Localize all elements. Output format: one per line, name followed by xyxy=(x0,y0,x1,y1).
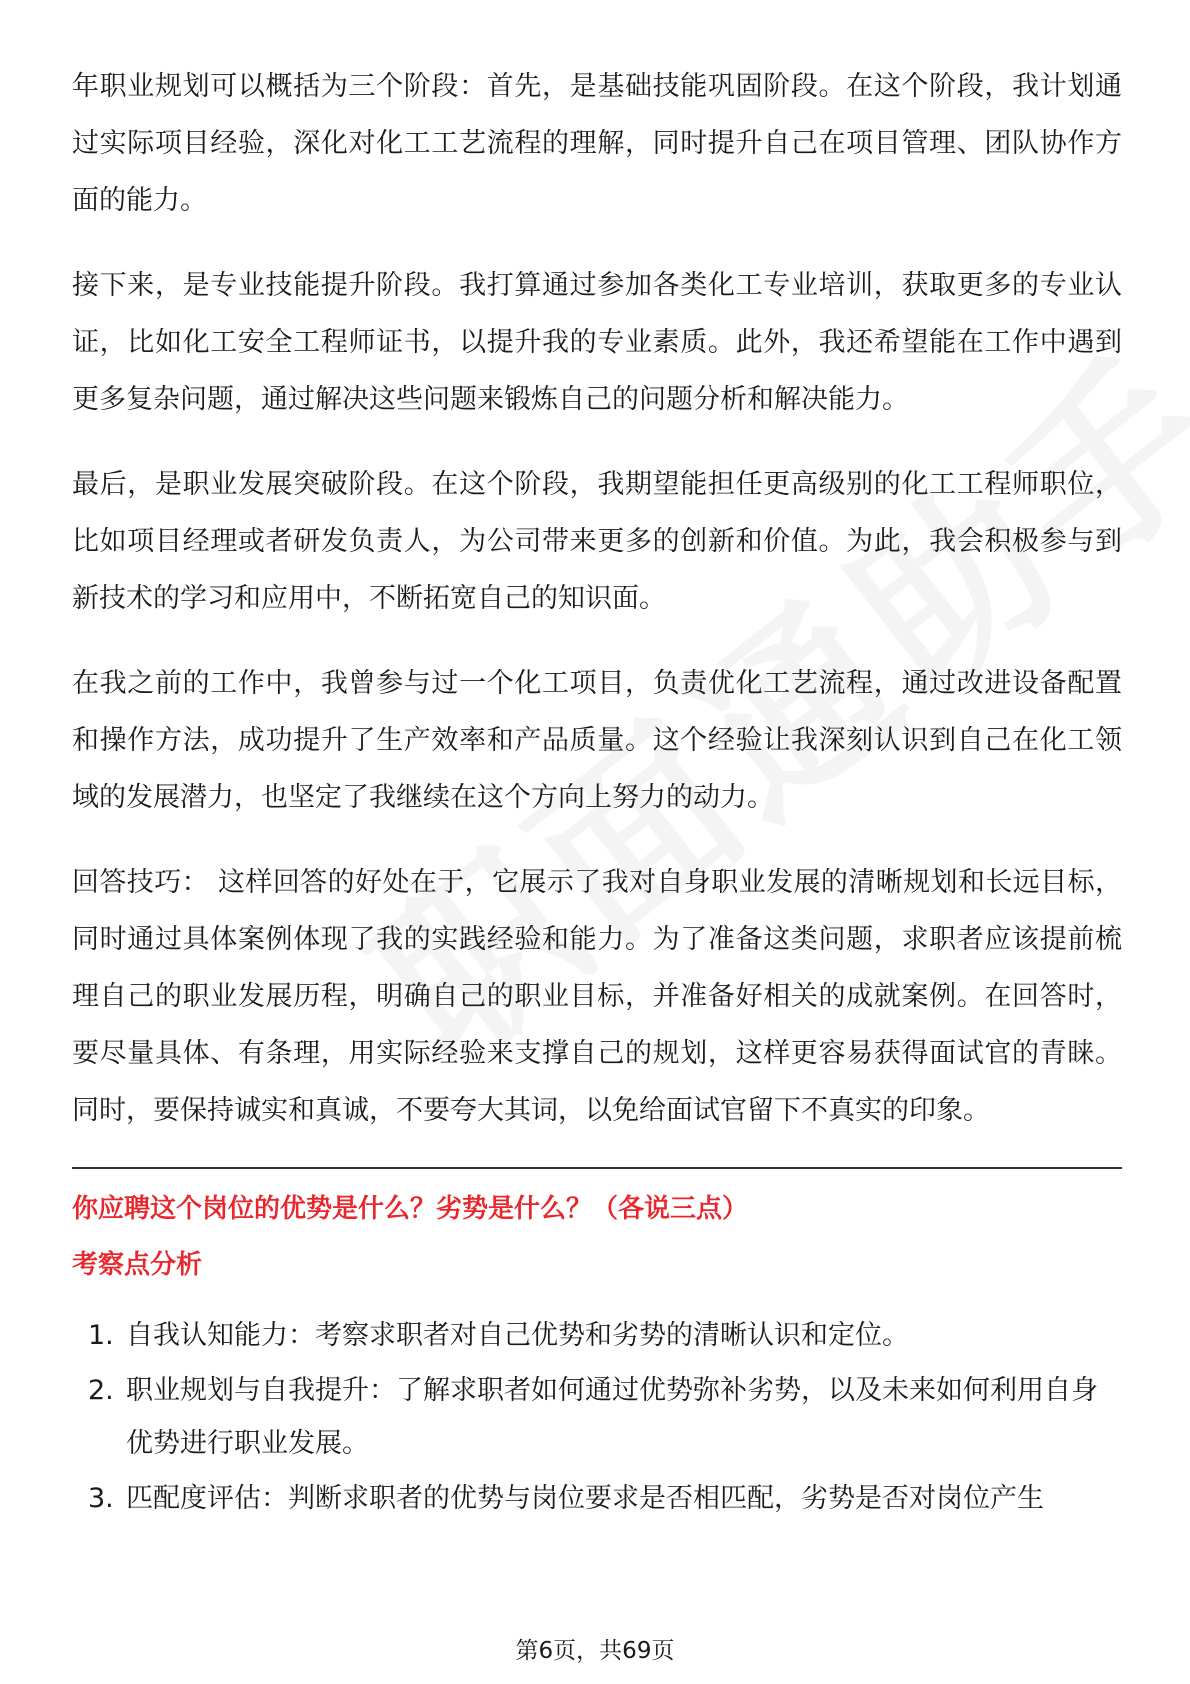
section-divider xyxy=(72,1167,1122,1169)
analysis-heading: 考察点分析 xyxy=(72,1250,203,1280)
list-item-text: 匹配度评估：判断求职者的优势与岗位要求是否相匹配，劣势是否对岗位产生 xyxy=(126,1483,1044,1514)
list-item xyxy=(72,1364,1122,1470)
paragraph-past-experience: 在我之前的工作中，我曾参与过一个化工项目，负责优化工艺流程，通过改进设备配置和操作方法，成功提升了生产效率和产品质量。这个经验让我深刻认识到自己在化工领域的发展潜力，也坚定了我继续在这个方向上努力的动力。 xyxy=(72,668,1122,813)
list-item-number: 3. xyxy=(88,1483,114,1514)
list-item-text: 职业规划与自我提升：了解求职者如何通过优势弥补劣势，以及未来如何利用自身优势进行职业发展。 xyxy=(126,1375,1098,1459)
page-footer: 第6页，共69页 xyxy=(515,1638,675,1664)
list-item xyxy=(72,1309,1122,1362)
paragraph-answer-tips: 回答技巧： 这样回答的好处在于，它展示了我对自身职业发展的清晰规划和长远目标，同时通过具体案例体现了我的实践经验和能力。为了准备这类问题，求职者应该提前梳理自己的职业发展历程，明确自己的职业目标，并准备好相关的成就案例。在回答时，要尽量具体、有条理，用实际经验来支撑自己的规划，这样更容易获得面试官的青睐。同时，要保持诚实和真诚，不要夸大其词，以免给面试官留下不真实的印象。 xyxy=(72,867,1122,1126)
analysis-list xyxy=(72,1309,1122,1525)
list-item-text: 自我认知能力：考察求职者对自己优势和劣势的清晰认识和定位。 xyxy=(126,1320,909,1351)
list-item xyxy=(72,1472,1122,1525)
question-heading: 你应聘这个岗位的优势是什么？劣势是什么？（各说三点） xyxy=(72,1194,749,1224)
paragraph-career-stages: 年职业规划可以概括为三个阶段：首先，是基础技能巩固阶段。在这个阶段，我计划通过实际项目经验，深化对化工工艺流程的理解，同时提升自己在项目管理、团队协作方面的能力。 xyxy=(72,71,1122,216)
list-item-number: 1. xyxy=(88,1320,114,1351)
list-item-number: 2. xyxy=(88,1375,114,1406)
paragraph-career-breakthrough: 最后，是职业发展突破阶段。在这个阶段，我期望能担任更高级别的化工工程师职位，比如项目经理或者研发负责人，为公司带来更多的创新和价值。为此，我会积极参与到新技术的学习和应用中，不断拓宽自己的知识面。 xyxy=(72,469,1122,614)
paragraph-skill-improvement: 接下来，是专业技能提升阶段。我打算通过参加各类化工专业培训，获取更多的专业认证，比如化工安全工程师证书，以提升我的专业素质。此外，我还希望能在工作中遇到更多复杂问题，通过解决这些问题来锻炼自己的问题分析和解决能力。 xyxy=(72,270,1122,415)
page-content xyxy=(72,58,1122,1527)
